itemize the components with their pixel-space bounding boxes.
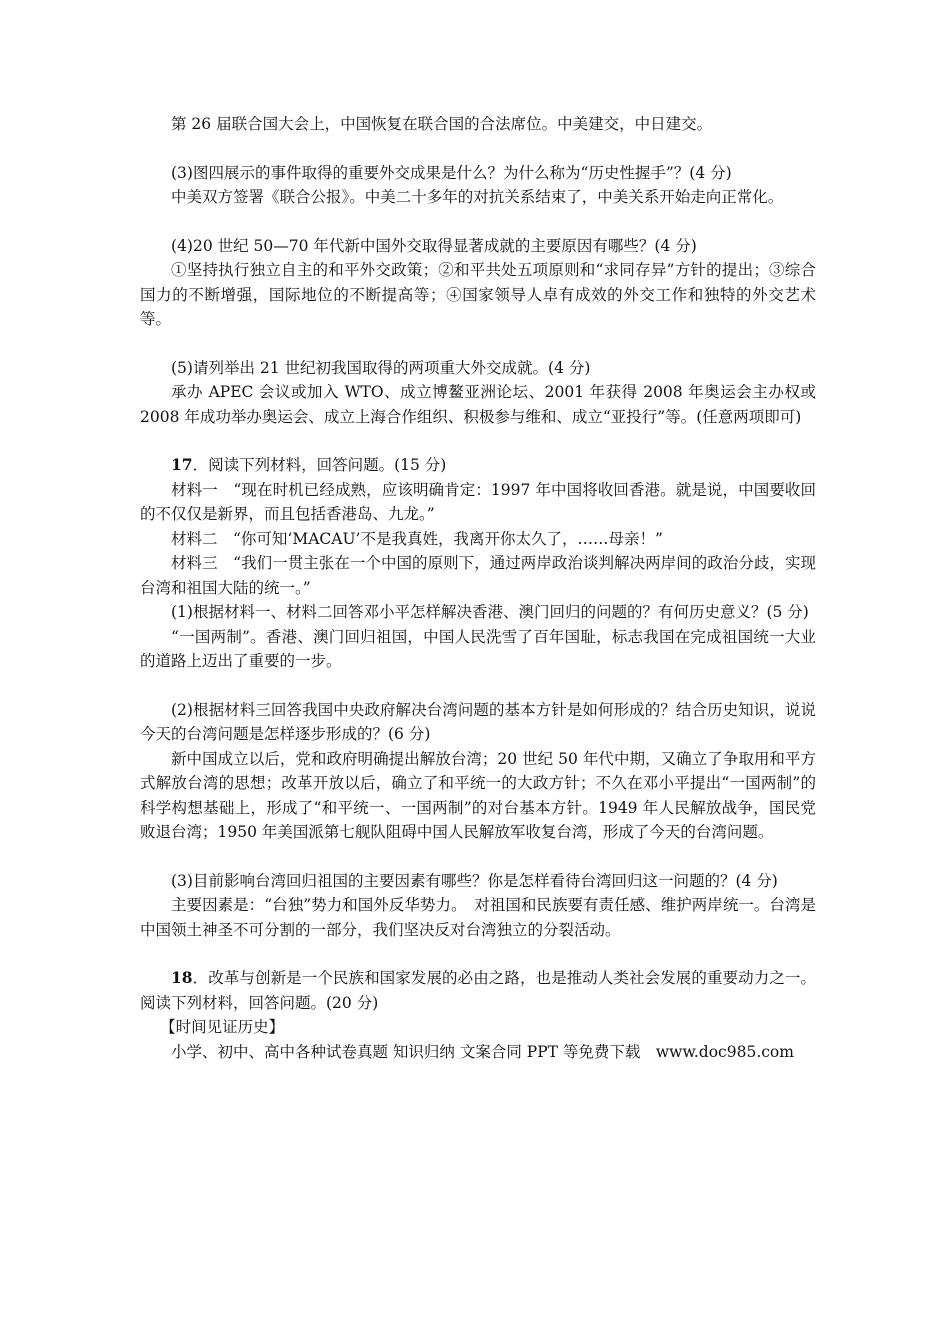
question-text: (3)图四展示的事件取得的重要外交成果是什么？为什么称为“历史性握手”？(4 分)	[171, 163, 732, 182]
question-number: 18	[171, 968, 193, 987]
answer-text: 承办 APEC 会议或加入 WTO、成立博鳌亚洲论坛、2001 年获得 2008 年奥运会主办权或 2008 年成功举办奥运会、成立上海合作组织、积极参与维和、成立“亚投行”等。(任意两项即可)	[140, 383, 816, 426]
answer-text: 新中国成立以后，党和政府明确提出解放台湾；20 世纪 50 年代中期，又确立了争取用和平方式解放台湾的思想；改革开放以后，确立了和平统一的大政方针；不久在邓小平提出“一国两制”的科学构想基础上，形成了“和平统一、一国两制”的对台基本方针。1949 年人民解放战争，国民党败退台湾；1950 年美国派第七舰队阻碍中国人民解放军收复台湾，形成了今天的台湾问题。	[140, 749, 816, 841]
spacer	[140, 845, 816, 869]
question-text: ．阅读下列材料，回答问题。(15 分)	[192, 456, 447, 474]
spacer	[140, 942, 816, 966]
answer-text: “一国两制”。香港、澳门回归祖国，中国人民洗雪了百年国耻，标志我国在完成祖国统一大业的道路上迈出了重要的一步。	[140, 627, 816, 670]
material-one: 材料一 “现在时机已经成熟，应该明确肯定：1997 年中国将收回香港。就是说，中国要收回的不仅仅是新界，而且包括香港岛、九龙。”	[140, 480, 816, 523]
answer-text: ①坚持执行独立自主的和平外交政策；②和平共处五项原则和“求同存异”方针的提出；③综合国力的不断增强，国际地位的不断提高等；④国家领导人卓有成效的外交工作和独特的外交艺术等。	[140, 261, 816, 328]
question-text: ．改革与创新是一个民族和国家发展的必由之路，也是推动人类社会发展的重要动力之一。阅读下列材料，回答问题。(20 分)	[140, 969, 816, 1012]
question-text: (5)请列举出 21 世纪初我国取得的两项重大外交成就。(4 分)	[171, 358, 591, 377]
spacer	[140, 210, 816, 234]
material-three: 材料三 “我们一贯主张在一个中国的原则下，通过两岸政治谈判解决两岸间的政治分歧，实现台湾和祖国大陆的统一。”	[140, 554, 816, 597]
spacer	[140, 674, 816, 698]
footer-download-note: 小学、初中、高中各种试卷真题 知识归纳 文案合同 PPT 等免费下载 www.doc985.com	[171, 1042, 794, 1061]
question-number: 17	[171, 455, 193, 474]
answer-text: 主要因素是：“台独”势力和国外反华势力。 对祖国和民族要有责任感、维护两岸统一。台湾是中国领土神圣不可分割的一部分，我们坚决反对台湾独立的分裂活动。	[140, 896, 816, 939]
question-17-heading	[140, 453, 816, 478]
section-title: 【时间见证历史】	[160, 1018, 285, 1036]
answer-text: 中美双方签署《联合公报》。中美二十多年的对抗关系结束了，中美关系开始走向正常化。	[171, 188, 784, 206]
spacer	[140, 332, 816, 356]
document-page	[140, 112, 816, 1064]
question-text: (2)根据材料三回答我国中央政府解决台湾问题的基本方针是如何形成的？结合历史知识，说说今天的台湾问题是怎样逐步形成的？(6 分)	[140, 700, 816, 743]
question-text: (3)目前影响台湾回归祖国的主要因素有哪些？你是怎样看待台湾回归这一问题的？(4 分)	[171, 871, 778, 890]
material-two: 材料二 “你可知‘MACAU’不是我真姓，我离开你太久了，……母亲！”	[171, 529, 663, 548]
question-text: (4)20 世纪 50—70 年代新中国外交取得显著成就的主要原因有哪些？(4 分)	[171, 236, 697, 255]
spacer	[140, 429, 816, 453]
question-18-heading	[140, 966, 816, 1015]
answer-text: 第 26 届联合国大会上，中国恢复在联合国的合法席位。中美建交，中日建交。	[171, 115, 713, 133]
question-text: (1)根据材料一、材料二回答邓小平怎样解决香港、澳门回归的问题的？有何历史意义？(5 分)	[171, 603, 809, 621]
spacer	[140, 137, 816, 161]
